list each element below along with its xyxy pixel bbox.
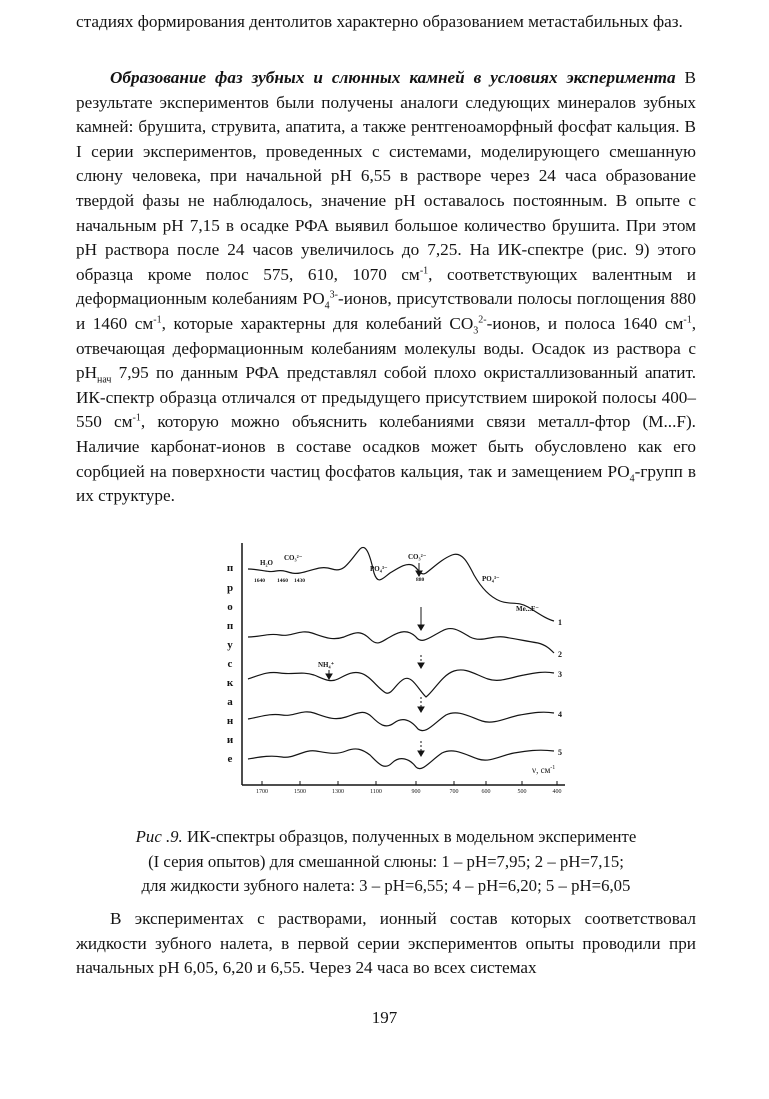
ylabel-letter: н: [226, 715, 234, 727]
arrow-head: [418, 663, 424, 668]
arrow-head: [418, 707, 424, 712]
x-tick-label: 900: [411, 789, 421, 795]
superscript: 3-: [329, 289, 338, 301]
x-tick-label: 700: [449, 789, 459, 795]
band-label-po4-right: PO₄³⁻: [482, 575, 500, 583]
body-text: -ионов, присутствовали полосы поглощения 880 и 1460 см: [76, 289, 696, 333]
paragraph-experiment: [76, 66, 696, 509]
band-arrows: [326, 563, 424, 756]
superscript: 2-: [478, 314, 487, 326]
subscript: 4: [629, 472, 635, 484]
ylabel-letter: с: [227, 658, 233, 670]
superscript: -1: [132, 412, 141, 424]
ylabel-letter: о: [227, 601, 233, 613]
ylabel-letter: п: [226, 562, 234, 574]
superscript: -1: [419, 265, 429, 277]
caption-figure-label: Рис .9.: [135, 827, 183, 846]
body-text: В результате экспериментов были получены аналоги следующих минералов зубных камней: брушита, струвита, апатита, а также рентгеноаморфный фосфат кальция. В I серии экспериментов, проведенных с системами, моделирующего смешанную слюну человека, при начальной рН 6,55 в растворе через 24 часа образование твердой фазы не наблюдалось, значение рН оставалось постоянным. В опыте с начальным рН 7,15 в осадке РФА выявил большое количество брушита. При этом рН раствора после 24 часов увеличилось до 7,25. На ИК-спектре (рис. 9) этого образца кроме полос 575, 610, 1070 см: [76, 68, 696, 284]
body-text: , отвечающая деформационным колебаниям молекулы воды. Осадок из раствора с рН: [76, 313, 696, 383]
spectra-svg: [220, 533, 580, 803]
x-tick-label: 1500: [294, 789, 306, 795]
paragraph-intro-text: стадиях формирования дентолитов характерно образованием метастабильных фаз.: [76, 12, 683, 31]
figure-caption: [76, 825, 696, 899]
band-label-1430: 1430: [294, 578, 305, 584]
band-label-1640: 1640: [254, 578, 265, 584]
spectrum-curve-3: [248, 670, 554, 697]
spectrum-curve-2: [248, 629, 554, 653]
curve-number-3: 3: [558, 670, 562, 679]
band-label-nh4: NH₄⁺: [318, 661, 335, 669]
spectrum-curve-5: [248, 749, 554, 769]
caption-line-3: для жидкости зубного налета: 3 – рН=6,55; 4 – рН=6,20; 5 – рН=6,05: [141, 876, 631, 895]
body-text: , соответствующих валентным и деформационным колебаниям РО: [76, 264, 696, 309]
band-label-co3-left: CO₃²⁻: [284, 554, 303, 562]
ylabel-letter: к: [226, 677, 234, 689]
x-tick-label: 1700: [256, 789, 268, 795]
subscript: нач: [97, 374, 112, 386]
band-label-880: 880: [416, 577, 425, 583]
x-tick-label: 500: [517, 789, 527, 795]
section-heading: Образование фаз зубных и слюнных камней в условиях эксперимента: [110, 68, 676, 87]
x-unit-sup: -1: [550, 765, 556, 771]
y-axis-label: [227, 562, 234, 765]
ylabel-letter: а: [227, 696, 233, 708]
curve-number-5: 5: [558, 748, 562, 757]
curve-number-4: 4: [558, 710, 562, 719]
body-text: -групп в их структуре.: [76, 461, 697, 506]
curve-number-labels: [558, 618, 562, 757]
page-number: 197: [371, 1008, 398, 1027]
caption-line-1: [76, 825, 696, 850]
band-label-h2o: H₂O: [260, 559, 273, 567]
x-tick-label: 1100: [370, 789, 382, 795]
ylabel-letter: е: [227, 753, 233, 765]
ir-spectra-figure: [220, 533, 580, 808]
arrow-head: [326, 674, 332, 679]
superscript: -1: [683, 314, 692, 326]
band-annotations: [254, 553, 539, 669]
band-label-co3-mid: CO₃²⁻: [408, 553, 427, 561]
paragraph-plaque-experiments: [76, 907, 696, 981]
x-unit-text: ν, см: [532, 765, 551, 775]
x-unit-label: [532, 765, 555, 775]
x-tick-label: 600: [481, 789, 491, 795]
curve-number-2: 2: [558, 650, 562, 659]
subscript: 3: [473, 325, 479, 337]
body-text: -ионов, и полоса 1640 см: [486, 313, 684, 333]
arrow-head: [418, 625, 424, 630]
ylabel-letter: у: [227, 639, 233, 651]
band-label-1460: 1460: [277, 578, 288, 584]
ylabel-letter: р: [226, 582, 234, 594]
paragraph-intro: [76, 10, 696, 35]
x-tick-label: 1300: [332, 789, 344, 795]
x-tick-label: 400: [552, 789, 562, 795]
subscript: 4: [324, 300, 330, 312]
paragraph-plaque-text: В экспериментах с растворами, ионный состав которых соответствовал жидкости зубного налета, в первой серии экспериментов опыты проводили при начальных рН 6,05, 6,20 и 6,55. Через 24 часа во всех системах: [76, 909, 696, 978]
band-label-po4-mid: PO₄³⁻: [370, 565, 388, 573]
body-text: 7,95 по данным РФА представлял собой плохо окристаллизованный апатит. ИК-спектр образца отличался от предыдущего присутствием широкой полосы 400–550 см: [76, 363, 696, 432]
ylabel-letter: и: [226, 734, 234, 746]
x-ticks: [256, 781, 562, 795]
spectrum-curve-4: [248, 712, 554, 731]
body-text: , которую можно объяснить колебаниями связи металл-фтор (М...F). Наличие карбонат-ионов в составе осадков может быть обусловлено как его сорбцией на поверхности частиц фосфатов кальция, так и замещением РО: [76, 412, 696, 481]
caption-line-2: (I серия опытов) для смешанной слюны: 1 – рН=7,95; 2 – рН=7,15;: [148, 851, 624, 871]
body-text: , которые характерны для колебаний СО: [161, 313, 474, 333]
band-label-mef: Me...F⁻: [516, 605, 539, 613]
ylabel-letter: п: [226, 620, 234, 632]
superscript: -1: [153, 314, 162, 326]
arrow-head: [418, 751, 424, 756]
curve-number-1: 1: [558, 618, 562, 627]
caption-line-1-text: ИК-спектры образцов, полученных в модельном эксперименте: [182, 827, 637, 846]
